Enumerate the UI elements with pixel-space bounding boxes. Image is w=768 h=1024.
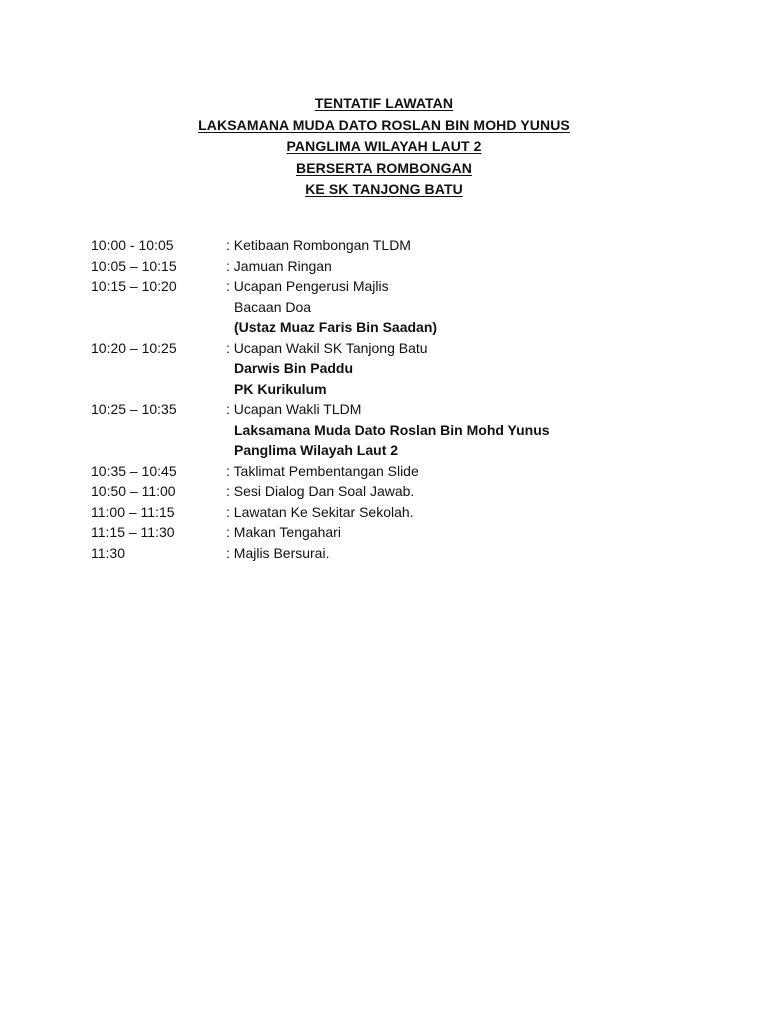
schedule-detail: (Ustaz Muaz Faris Bin Saadan) bbox=[234, 319, 438, 335]
schedule-row bbox=[91, 522, 711, 543]
schedule-activity: : Taklimat Pembentangan Slide bbox=[226, 462, 419, 479]
schedule-detail-row bbox=[91, 358, 711, 379]
schedule-time-blank bbox=[91, 297, 226, 318]
schedule-row bbox=[91, 399, 711, 420]
schedule-time-blank bbox=[91, 317, 226, 338]
schedule-detail: Laksamana Muda Dato Roslan Bin Mohd Yunus bbox=[234, 421, 550, 438]
schedule-time: 11:30 bbox=[91, 544, 125, 561]
schedule-time-blank bbox=[91, 358, 226, 379]
schedule-time-blank bbox=[91, 379, 226, 400]
schedule-detail: Bacaan Doa bbox=[234, 298, 312, 315]
schedule-detail: Darwis Bin Paddu bbox=[234, 360, 354, 376]
schedule-detail: Panglima Wilayah Laut 2 bbox=[234, 442, 399, 458]
schedule-detail: PK Kurikulum bbox=[234, 380, 327, 397]
schedule-activity: : Ucapan Wakli TLDM bbox=[226, 401, 362, 417]
header-guest-position: PANGLIMA WILAYAH LAUT 2 bbox=[286, 138, 482, 154]
header-entourage: BERSERTA ROMBONGAN bbox=[295, 159, 473, 176]
schedule-row bbox=[91, 543, 711, 564]
schedule-time: 10:05 – 10:15 bbox=[91, 257, 177, 274]
schedule-detail-row bbox=[91, 379, 711, 400]
schedule-time: 11:15 – 11:30 bbox=[91, 524, 175, 540]
schedule-time: 10:25 – 10:35 bbox=[91, 401, 177, 417]
schedule-time: 10:00 - 10:05 bbox=[91, 237, 174, 253]
schedule-activity: : Sesi Dialog Dan Soal Jawab. bbox=[226, 483, 415, 499]
schedule-activity: : Ucapan Wakil SK Tanjong Batu bbox=[226, 339, 428, 356]
schedule-time-blank bbox=[91, 440, 226, 461]
schedule-activity: : Ucapan Pengerusi Majlis bbox=[226, 278, 389, 294]
schedule-time: 10:50 – 11:00 bbox=[91, 483, 176, 499]
schedule-list bbox=[91, 235, 711, 563]
schedule-detail-row bbox=[91, 317, 711, 338]
schedule-row bbox=[91, 235, 711, 256]
header-destination: KE SK TANJONG BATU bbox=[305, 181, 463, 197]
schedule-activity: : Majlis Bersurai. bbox=[226, 544, 330, 561]
schedule-time: 10:35 – 10:45 bbox=[91, 462, 177, 479]
header-title: TENTATIF LAWATAN bbox=[314, 95, 454, 111]
schedule-time: 11:00 – 11:15 bbox=[91, 503, 175, 520]
schedule-time: 10:20 – 10:25 bbox=[91, 339, 177, 356]
schedule-activity: : Makan Tengahari bbox=[226, 524, 341, 540]
schedule-detail-row bbox=[91, 297, 711, 318]
schedule-activity: : Ketibaan Rombongan TLDM bbox=[226, 237, 411, 253]
schedule-row bbox=[91, 338, 711, 359]
schedule-row bbox=[91, 461, 711, 482]
schedule-row bbox=[91, 276, 711, 297]
schedule-time: 10:15 – 10:20 bbox=[91, 278, 177, 294]
document-header bbox=[0, 93, 768, 201]
schedule-row bbox=[91, 502, 711, 523]
schedule-row bbox=[91, 481, 711, 502]
schedule-row bbox=[91, 256, 711, 277]
schedule-activity: : Jamuan Ringan bbox=[226, 257, 332, 274]
schedule-activity: : Lawatan Ke Sekitar Sekolah. bbox=[226, 503, 414, 520]
header-guest-name: LAKSAMANA MUDA DATO ROSLAN BIN MOHD YUNUS bbox=[198, 116, 570, 133]
schedule-detail-row bbox=[91, 420, 711, 441]
schedule-detail-row bbox=[91, 440, 711, 461]
schedule-time-blank bbox=[91, 420, 226, 441]
